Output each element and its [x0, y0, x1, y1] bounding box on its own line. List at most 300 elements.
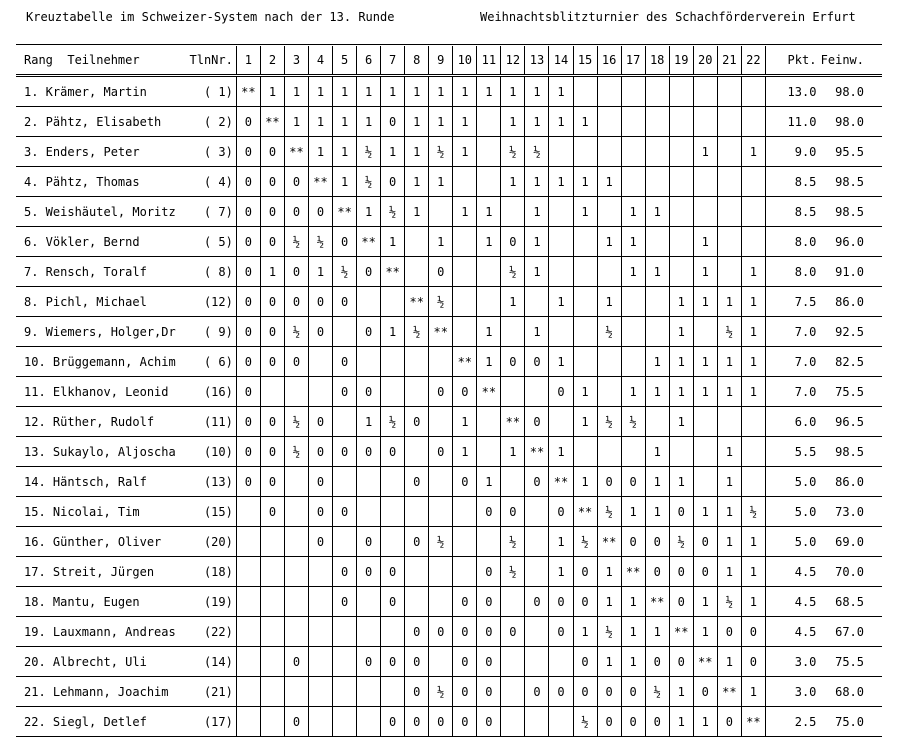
result-cell: 1: [284, 107, 308, 137]
result-cell: 0: [236, 257, 260, 287]
player-name: 5. Weishäutel, Moritz: [16, 197, 182, 227]
header-round-15: 15: [573, 46, 597, 76]
result-cell: [717, 107, 741, 137]
result-cell: 1: [621, 617, 645, 647]
result-cell: 0: [260, 287, 284, 317]
header-round-16: 16: [597, 46, 621, 76]
player-tln: (12): [182, 287, 237, 317]
result-cell: 0: [669, 647, 693, 677]
points-cell: 2.5: [765, 707, 820, 737]
result-cell: 0: [501, 617, 525, 647]
result-cell: [501, 677, 525, 707]
result-cell: [597, 76, 621, 107]
result-cell: 0: [669, 497, 693, 527]
result-cell: [669, 167, 693, 197]
result-cell: [236, 707, 260, 737]
result-cell: **: [309, 167, 333, 197]
result-cell: 0: [453, 707, 477, 737]
cross-table: [16, 46, 882, 737]
table-row: [16, 497, 882, 527]
result-cell: [549, 137, 573, 167]
table-row: [16, 437, 882, 467]
result-cell: 0: [525, 677, 549, 707]
result-cell: [669, 437, 693, 467]
result-cell: [477, 287, 501, 317]
result-cell: 1: [717, 347, 741, 377]
player-tln: (21): [182, 677, 237, 707]
result-cell: 0: [260, 197, 284, 227]
feinwertung-cell: 98.0: [820, 76, 882, 107]
header-round-22: 22: [741, 46, 765, 76]
result-cell: 0: [381, 587, 405, 617]
result-cell: [309, 347, 333, 377]
result-cell: [260, 587, 284, 617]
result-cell: [717, 227, 741, 257]
result-cell: 0: [621, 677, 645, 707]
result-cell: 0: [333, 557, 357, 587]
result-cell: ½: [381, 197, 405, 227]
result-cell: 0: [597, 467, 621, 497]
result-cell: 1: [549, 76, 573, 107]
result-cell: ½: [597, 617, 621, 647]
result-cell: [717, 167, 741, 197]
result-cell: 0: [453, 677, 477, 707]
result-cell: **: [669, 617, 693, 647]
table-row: [16, 617, 882, 647]
result-cell: 1: [597, 287, 621, 317]
table-row: [16, 76, 882, 107]
player-tln: (16): [182, 377, 237, 407]
result-cell: [477, 137, 501, 167]
result-cell: [236, 557, 260, 587]
result-cell: [597, 347, 621, 377]
result-cell: 1: [693, 587, 717, 617]
result-cell: ½: [381, 407, 405, 437]
result-cell: [405, 557, 429, 587]
result-cell: 1: [477, 227, 501, 257]
result-cell: [405, 347, 429, 377]
result-cell: 0: [549, 377, 573, 407]
result-cell: 0: [621, 707, 645, 737]
player-name: 20. Albrecht, Uli: [16, 647, 182, 677]
result-cell: [357, 677, 381, 707]
result-cell: [693, 317, 717, 347]
header-points: Pkt.: [765, 46, 820, 76]
result-cell: [501, 587, 525, 617]
player-name: 21. Lehmann, Joachim: [16, 677, 182, 707]
result-cell: **: [381, 257, 405, 287]
result-cell: 0: [525, 407, 549, 437]
result-cell: [741, 437, 765, 467]
result-cell: [693, 407, 717, 437]
player-tln: (22): [182, 617, 237, 647]
result-cell: ½: [597, 407, 621, 437]
result-cell: 1: [549, 437, 573, 467]
result-cell: 1: [477, 347, 501, 377]
result-cell: [260, 617, 284, 647]
result-cell: [741, 76, 765, 107]
result-cell: 1: [333, 107, 357, 137]
result-cell: 0: [309, 497, 333, 527]
header-round-4: 4: [309, 46, 333, 76]
result-cell: ½: [357, 137, 381, 167]
points-cell: 6.0: [765, 407, 820, 437]
result-cell: 0: [477, 707, 501, 737]
result-cell: [573, 347, 597, 377]
player-name: 8. Pichl, Michael: [16, 287, 182, 317]
player-tln: ( 2): [182, 107, 237, 137]
result-cell: [357, 467, 381, 497]
feinwertung-cell: 91.0: [820, 257, 882, 287]
result-cell: 1: [693, 617, 717, 647]
points-cell: 8.0: [765, 257, 820, 287]
result-cell: 1: [717, 287, 741, 317]
result-cell: **: [717, 677, 741, 707]
result-cell: 0: [381, 167, 405, 197]
result-cell: 1: [525, 107, 549, 137]
result-cell: [381, 287, 405, 317]
result-cell: ½: [501, 557, 525, 587]
result-cell: 1: [645, 257, 669, 287]
player-tln: ( 6): [182, 347, 237, 377]
points-cell: 8.5: [765, 167, 820, 197]
result-cell: 1: [717, 377, 741, 407]
result-cell: 0: [309, 197, 333, 227]
result-cell: **: [429, 317, 453, 347]
player-tln: ( 5): [182, 227, 237, 257]
result-cell: [236, 527, 260, 557]
result-cell: [236, 497, 260, 527]
result-cell: 0: [429, 377, 453, 407]
player-name: 19. Lauxmann, Andreas: [16, 617, 182, 647]
header-round-5: 5: [333, 46, 357, 76]
result-cell: ½: [284, 317, 308, 347]
result-cell: [645, 137, 669, 167]
result-cell: 1: [525, 257, 549, 287]
result-cell: 0: [333, 497, 357, 527]
result-cell: 1: [573, 407, 597, 437]
result-cell: 1: [669, 377, 693, 407]
table-row: [16, 467, 882, 497]
result-cell: 0: [573, 677, 597, 707]
result-cell: 0: [477, 617, 501, 647]
result-cell: 1: [453, 407, 477, 437]
result-cell: [477, 257, 501, 287]
result-cell: 0: [309, 437, 333, 467]
result-cell: **: [453, 347, 477, 377]
result-cell: [333, 677, 357, 707]
result-cell: 0: [236, 317, 260, 347]
header-round-10: 10: [453, 46, 477, 76]
result-cell: [260, 677, 284, 707]
result-cell: [741, 107, 765, 137]
result-cell: 0: [741, 617, 765, 647]
result-cell: 1: [597, 557, 621, 587]
result-cell: 0: [501, 497, 525, 527]
result-cell: 1: [453, 137, 477, 167]
result-cell: 1: [477, 76, 501, 107]
result-cell: [501, 377, 525, 407]
result-cell: [549, 707, 573, 737]
result-cell: 1: [381, 76, 405, 107]
header-round-9: 9: [429, 46, 453, 76]
result-cell: 1: [597, 587, 621, 617]
result-cell: [741, 467, 765, 497]
result-cell: [477, 527, 501, 557]
result-cell: [621, 317, 645, 347]
result-cell: [645, 287, 669, 317]
result-cell: 1: [693, 347, 717, 377]
player-name: 6. Vökler, Bernd: [16, 227, 182, 257]
result-cell: 0: [357, 437, 381, 467]
result-cell: [333, 467, 357, 497]
result-cell: [309, 617, 333, 647]
table-row: [16, 257, 882, 287]
result-cell: 1: [669, 467, 693, 497]
result-cell: 1: [525, 197, 549, 227]
player-tln: ( 7): [182, 197, 237, 227]
result-cell: ½: [597, 497, 621, 527]
result-cell: [549, 317, 573, 347]
result-cell: [573, 287, 597, 317]
result-cell: [429, 587, 453, 617]
result-cell: 1: [717, 437, 741, 467]
feinwertung-cell: 98.5: [820, 437, 882, 467]
result-cell: 0: [260, 227, 284, 257]
feinwertung-cell: 67.0: [820, 617, 882, 647]
points-cell: 7.5: [765, 287, 820, 317]
result-cell: **: [645, 587, 669, 617]
result-cell: [621, 287, 645, 317]
result-cell: **: [357, 227, 381, 257]
result-cell: [260, 527, 284, 557]
result-cell: 1: [525, 227, 549, 257]
result-cell: [525, 287, 549, 317]
result-cell: [501, 317, 525, 347]
result-cell: 0: [453, 647, 477, 677]
result-cell: 1: [525, 317, 549, 347]
result-cell: 0: [260, 137, 284, 167]
result-cell: [525, 527, 549, 557]
result-cell: [333, 707, 357, 737]
header-round-18: 18: [645, 46, 669, 76]
result-cell: [357, 617, 381, 647]
result-cell: [381, 497, 405, 527]
result-cell: 1: [357, 107, 381, 137]
table-row: [16, 407, 882, 437]
result-cell: [597, 197, 621, 227]
feinwertung-cell: 68.5: [820, 587, 882, 617]
result-cell: [549, 257, 573, 287]
feinwertung-cell: 68.0: [820, 677, 882, 707]
result-cell: 1: [260, 76, 284, 107]
result-cell: 1: [381, 227, 405, 257]
result-cell: [429, 197, 453, 227]
header-round-12: 12: [501, 46, 525, 76]
result-cell: 1: [741, 347, 765, 377]
result-cell: 1: [357, 407, 381, 437]
result-cell: [309, 557, 333, 587]
result-cell: 1: [573, 377, 597, 407]
result-cell: 0: [549, 677, 573, 707]
table-row: [16, 227, 882, 257]
result-cell: 0: [357, 527, 381, 557]
result-cell: ½: [429, 287, 453, 317]
result-cell: [429, 467, 453, 497]
result-cell: **: [501, 407, 525, 437]
result-cell: ½: [669, 527, 693, 557]
result-cell: 1: [501, 437, 525, 467]
result-cell: [645, 107, 669, 137]
player-name: 22. Siegl, Detlef: [16, 707, 182, 737]
result-cell: [477, 167, 501, 197]
result-cell: **: [573, 497, 597, 527]
result-cell: 1: [477, 197, 501, 227]
result-cell: 1: [477, 317, 501, 347]
result-cell: 0: [333, 287, 357, 317]
result-cell: [284, 467, 308, 497]
result-cell: 0: [260, 347, 284, 377]
points-cell: 8.5: [765, 197, 820, 227]
page-title: Kreuztabelle im Schweizer-System nach der 13. Runde: [26, 10, 395, 24]
result-cell: 1: [741, 137, 765, 167]
result-cell: 0: [309, 467, 333, 497]
result-cell: [429, 647, 453, 677]
result-cell: 0: [357, 257, 381, 287]
header-round-6: 6: [357, 46, 381, 76]
result-cell: [357, 707, 381, 737]
result-cell: 0: [549, 587, 573, 617]
table-row: [16, 677, 882, 707]
table-row: [16, 707, 882, 737]
table-body: [16, 76, 882, 737]
result-cell: [429, 347, 453, 377]
result-cell: 0: [429, 617, 453, 647]
result-cell: 1: [669, 407, 693, 437]
result-cell: ½: [717, 587, 741, 617]
result-cell: 0: [236, 347, 260, 377]
result-cell: **: [236, 76, 260, 107]
result-cell: **: [405, 287, 429, 317]
result-cell: 0: [260, 167, 284, 197]
result-cell: 1: [573, 197, 597, 227]
result-cell: [645, 167, 669, 197]
result-cell: [573, 137, 597, 167]
result-cell: [284, 527, 308, 557]
result-cell: 1: [645, 197, 669, 227]
result-cell: [429, 557, 453, 587]
result-cell: 0: [260, 437, 284, 467]
header-feinwertung: Feinw.: [820, 46, 882, 76]
result-cell: ½: [284, 407, 308, 437]
result-cell: [429, 497, 453, 527]
player-tln: (20): [182, 527, 237, 557]
result-cell: ½: [429, 137, 453, 167]
result-cell: 1: [357, 197, 381, 227]
result-cell: **: [333, 197, 357, 227]
result-cell: ½: [597, 317, 621, 347]
result-cell: **: [284, 137, 308, 167]
header-round-3: 3: [284, 46, 308, 76]
result-cell: 0: [284, 197, 308, 227]
result-cell: [501, 707, 525, 737]
result-cell: [525, 497, 549, 527]
result-cell: 0: [309, 407, 333, 437]
feinwertung-cell: 92.5: [820, 317, 882, 347]
result-cell: 0: [573, 647, 597, 677]
result-cell: [621, 137, 645, 167]
result-cell: 0: [693, 527, 717, 557]
player-name: 13. Sukaylo, Aljoscha: [16, 437, 182, 467]
result-cell: 1: [260, 257, 284, 287]
result-cell: [741, 227, 765, 257]
result-cell: 1: [501, 107, 525, 137]
result-cell: 1: [645, 377, 669, 407]
result-cell: 0: [333, 587, 357, 617]
result-cell: 1: [525, 76, 549, 107]
result-cell: [477, 437, 501, 467]
result-cell: [333, 647, 357, 677]
header-round-2: 2: [260, 46, 284, 76]
result-cell: [284, 587, 308, 617]
result-cell: ½: [573, 527, 597, 557]
result-cell: 1: [717, 557, 741, 587]
result-cell: 1: [717, 467, 741, 497]
result-cell: 1: [549, 287, 573, 317]
result-cell: [501, 197, 525, 227]
result-cell: [549, 197, 573, 227]
result-cell: 0: [429, 707, 453, 737]
table-header-row: [16, 46, 882, 76]
result-cell: 1: [429, 76, 453, 107]
result-cell: [645, 227, 669, 257]
player-name: 2. Pähtz, Elisabeth: [16, 107, 182, 137]
result-cell: [525, 647, 549, 677]
feinwertung-cell: 98.5: [820, 167, 882, 197]
result-cell: **: [549, 467, 573, 497]
result-cell: **: [741, 707, 765, 737]
result-cell: 0: [693, 557, 717, 587]
result-cell: [405, 377, 429, 407]
result-cell: [284, 497, 308, 527]
result-cell: 1: [549, 107, 573, 137]
result-cell: **: [477, 377, 501, 407]
result-cell: 0: [525, 467, 549, 497]
result-cell: 1: [741, 677, 765, 707]
player-name: 14. Häntsch, Ralf: [16, 467, 182, 497]
result-cell: [284, 677, 308, 707]
result-cell: 1: [309, 257, 333, 287]
result-cell: **: [260, 107, 284, 137]
player-tln: (19): [182, 587, 237, 617]
points-cell: 4.5: [765, 557, 820, 587]
result-cell: 1: [621, 647, 645, 677]
result-cell: [501, 467, 525, 497]
result-cell: 0: [236, 467, 260, 497]
header-round-19: 19: [669, 46, 693, 76]
result-cell: 0: [477, 587, 501, 617]
result-cell: 1: [693, 707, 717, 737]
result-cell: 0: [357, 317, 381, 347]
result-cell: 1: [549, 527, 573, 557]
result-cell: [381, 347, 405, 377]
result-cell: 0: [357, 377, 381, 407]
result-cell: 0: [405, 617, 429, 647]
result-cell: [693, 107, 717, 137]
feinwertung-cell: 96.0: [820, 227, 882, 257]
result-cell: [405, 587, 429, 617]
feinwertung-cell: 95.5: [820, 137, 882, 167]
